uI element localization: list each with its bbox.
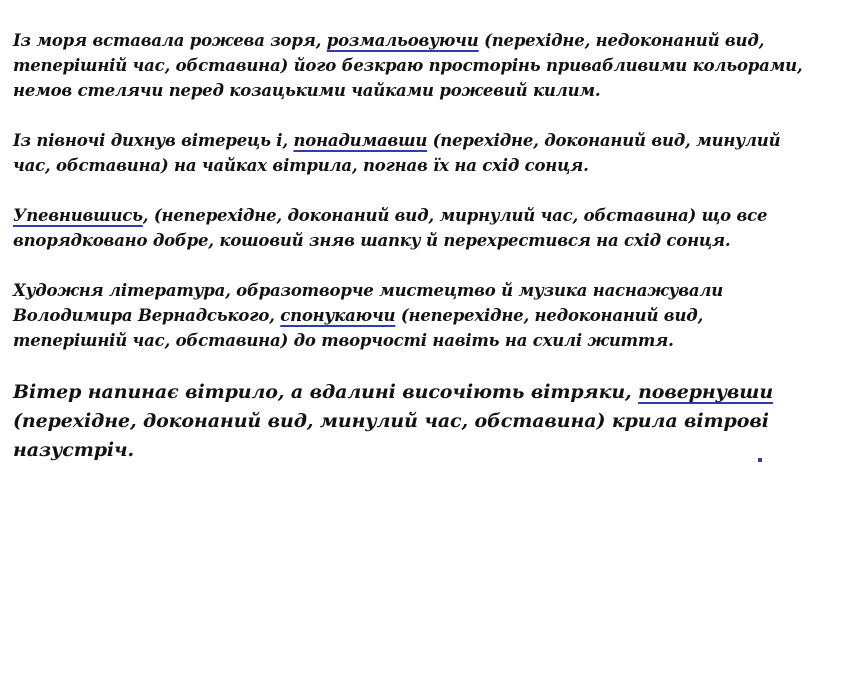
underlined-gerund: повернувши [638, 381, 774, 403]
paragraph-text: Вітер напинає вітрило, а вдалині височіють вітряки, [13, 381, 639, 403]
paragraph-text: Із моря вставала рожева зоря, [13, 31, 327, 50]
underlined-gerund: Упевнившись [13, 206, 143, 225]
paragraph-text: (перехідне, недоконаний вид, теперішній час, обставина) його безкраю просторінь привабливими кольорами, немов стелячи перед козацькими чайками рожевий килим. [13, 31, 803, 100]
paragraph-text: (перехідне, доконаний вид, минулий час, обставина) на чайках вітрила, погнав їх на схід сонця. [13, 131, 781, 175]
paragraph-text: , (неперехідне, доконаний вид, мирнулий час, обставина) що все впорядковано добре, кошовий зняв шапку й перехрестився на схід сонця. [13, 206, 768, 250]
paragraph-3 [13, 203, 813, 253]
underlined-gerund: понадимавши [293, 131, 428, 150]
paragraph-text: (неперехідне, недоконаний вид, теперішній час, обставина) до творчості навіть на схилі життя. [13, 306, 704, 350]
paragraph-5 [13, 378, 813, 465]
paragraph-1 [13, 28, 813, 103]
stray-mark [758, 458, 762, 462]
paragraph-text: Із півночі дихнув вітерець і, [13, 131, 294, 150]
paragraph-4 [13, 278, 813, 353]
underlined-gerund: спонукаючи [280, 306, 396, 325]
paragraph-text: (перехідне, доконаний вид, минулий час, обставина) крила вітрові назустріч. [13, 410, 769, 461]
paragraph-2 [13, 128, 813, 178]
paragraph-text: Художня література, образотворче мистецтво й музика наснажували Володимира Вернадського, [13, 281, 724, 325]
underlined-gerund: розмальовуючи [326, 31, 479, 50]
